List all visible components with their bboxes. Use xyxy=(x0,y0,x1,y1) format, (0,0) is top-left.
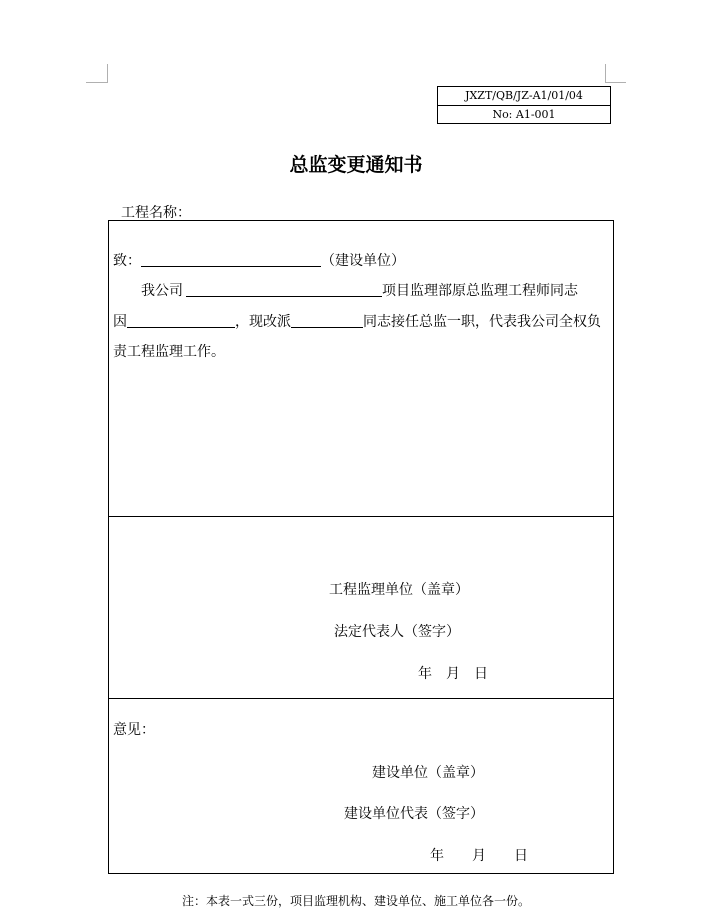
notice-line-2 xyxy=(113,311,601,331)
to-label: 致： xyxy=(113,253,141,269)
crop-mark-right-horizontal xyxy=(605,82,626,83)
notice-line-3: 责工程监理工作。 xyxy=(113,344,225,360)
notice-to-line xyxy=(113,250,405,270)
crop-mark-right-vertical xyxy=(605,64,606,83)
line2-mid: ，现改派 xyxy=(235,314,291,330)
form-code-box xyxy=(437,86,611,124)
crop-mark-left-vertical xyxy=(107,64,108,83)
new-director-blank[interactable] xyxy=(291,312,363,328)
line2-prefix: 因 xyxy=(113,314,127,330)
supervisor-date: 年 月 日 xyxy=(418,666,488,682)
form-code: JXZT/QB/JZ-A1/01/04 xyxy=(465,89,583,102)
footnote: 注：本表一式三份，项目监理机构、建设单位、施工单位各一份。 xyxy=(181,894,530,908)
notice-line-1 xyxy=(141,280,578,300)
client-representative-label: 建设单位代表（签字） xyxy=(344,806,484,822)
crop-mark-left-horizontal xyxy=(86,82,107,83)
line1-suffix: 项目监理部原总监理工程师同志 xyxy=(382,283,578,299)
section-divider-1 xyxy=(108,516,614,517)
line1-prefix: 我公司 xyxy=(141,283,183,299)
project-name-label: 工程名称： xyxy=(121,205,191,221)
section-divider-2 xyxy=(108,698,614,699)
opinion-label: 意见： xyxy=(113,722,155,738)
form-number: No: A1-001 xyxy=(438,105,610,124)
reason-blank[interactable] xyxy=(127,312,235,328)
project-name-blank[interactable] xyxy=(186,281,382,297)
client-name-blank[interactable] xyxy=(141,251,321,267)
to-suffix: （建设单位） xyxy=(321,253,405,269)
client-unit-seal-label: 建设单位（盖章） xyxy=(372,765,484,781)
supervision-unit-seal-label: 工程监理单位（盖章） xyxy=(329,582,469,598)
opinion-date: 年 月 日 xyxy=(430,848,528,864)
line2-suffix: 同志接任总监一职，代表我公司全权负 xyxy=(363,314,601,330)
document-title: 总监变更通知书 xyxy=(289,154,423,176)
legal-representative-label: 法定代表人（签字） xyxy=(334,624,460,640)
